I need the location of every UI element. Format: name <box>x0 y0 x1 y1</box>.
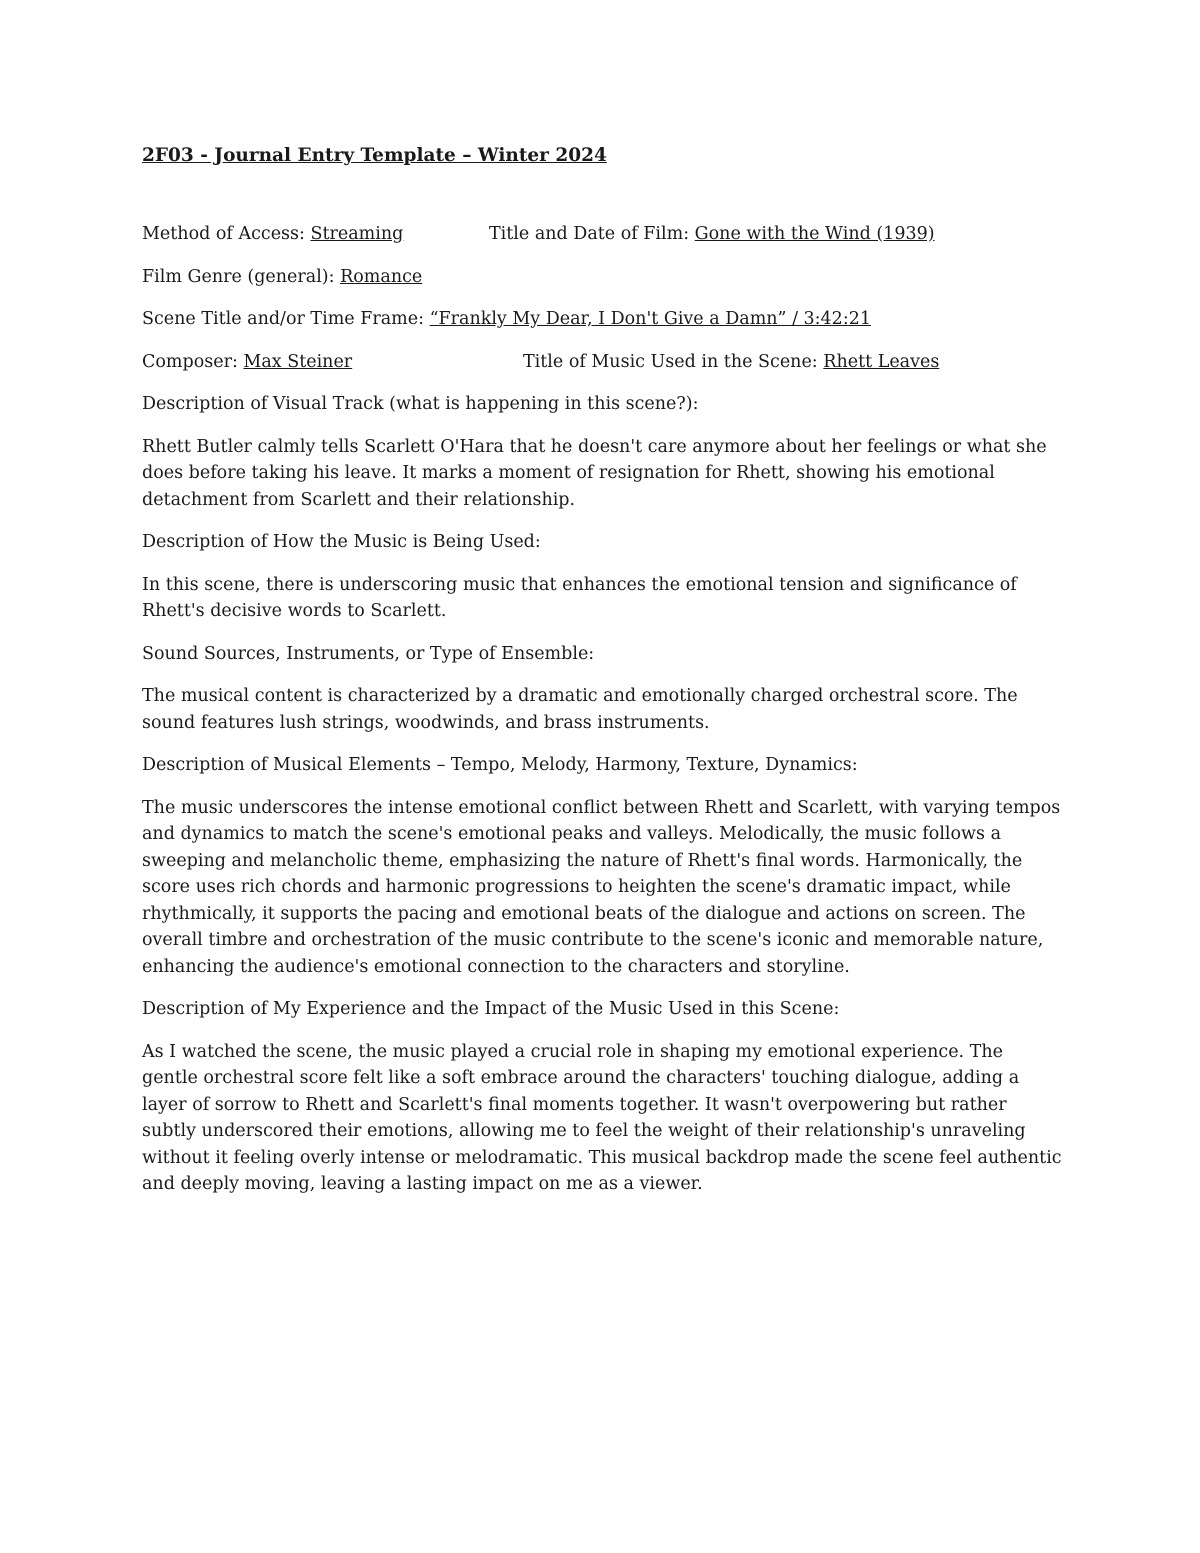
access-value: Streaming <box>310 224 404 244</box>
access-label: Method of Access: <box>142 224 311 244</box>
access-field <box>142 224 403 244</box>
visual-text: Rhett Butler calmly tells Scarlett O'Hara that he doesn't care anymore about her feelings or what she does before taking his leave. It marks a moment of resignation for Rhett, showing his emotional detachment from Scarlett and their relationship. <box>142 436 1047 510</box>
access-film-row <box>142 221 1062 248</box>
genre-value: Romance <box>340 266 423 287</box>
scene-row <box>142 306 1062 333</box>
genre-row <box>142 264 1062 291</box>
music-title-label: Title of Music Used in the Scene: <box>523 351 824 372</box>
music-title-field <box>523 349 939 376</box>
document-title: 2F03 - Journal Entry Template – Winter 2024 <box>142 145 607 166</box>
film-field <box>489 221 935 248</box>
music-use-heading: Description of How the Music is Being Used: <box>142 532 541 552</box>
experience-text: As I watched the scene, the music played a crucial role in shaping my emotional experience. The gentle orchestral score felt like a soft embrace around the characters' touching dialogue, adding a layer of sorrow to Rhett and Scarlett's final moments together. It wasn't overpowering but rather subtly underscored their emotions, allowing me to feel the weight of their relationship's unraveling without it feeling overly intense or melodramatic. This musical backdrop made the scene feel authentic and deeply moving, leaving a lasting impact on me as a viewer. <box>142 1041 1062 1194</box>
sources-text: The musical content is characterized by a dramatic and emotionally charged orchestral score. The sound features lush strings, woodwinds, and brass instruments. <box>142 686 1018 733</box>
sources-heading: Sound Sources, Instruments, or Type of Ensemble: <box>142 643 595 664</box>
document-page <box>142 142 1062 1214</box>
composer-value: Max Steiner <box>243 351 353 372</box>
film-label: Title and Date of Film: <box>489 224 695 244</box>
elements-text: The music underscores the intense emotional conflict between Rhett and Scarlett, with varying tempos and dynamics to match the scene's emotional peaks and valleys. Melodically, the music follows a sweeping and melancholic theme, emphasizing the nature of Rhett's final words. Harmonically, the score uses rich chords and harmonic progressions to heighten the scene's dramatic impact, while rhythmically, it supports the pacing and emotional beats of the dialogue and actions on screen. The overall timbre and orchestration of the music contribute to the scene's iconic and memorable nature, enhancing the audience's emotional connection to the characters and storyline. <box>142 797 1061 977</box>
music-title-value: Rhett Leaves <box>823 351 940 372</box>
scene-label: Scene Title and/or Time Frame: <box>142 309 430 329</box>
music-use-text: In this scene, there is underscoring music that enhances the emotional tension and significance of Rhett's decisive words to Scarlett. <box>142 574 1017 621</box>
composer-label: Composer: <box>142 351 244 372</box>
scene-value: “Frankly My Dear, I Don't Give a Damn” / 3:42:21 <box>429 309 871 329</box>
composer-field <box>142 352 352 372</box>
composer-row <box>142 349 1062 376</box>
elements-heading: Description of Musical Elements – Tempo, Melody, Harmony, Texture, Dynamics: <box>142 755 858 775</box>
film-value: Gone with the Wind (1939) <box>694 224 935 244</box>
experience-heading: Description of My Experience and the Impact of the Music Used in this Scene: <box>142 999 840 1019</box>
genre-label: Film Genre (general): <box>142 266 341 287</box>
visual-heading: Description of Visual Track (what is happening in this scene?): <box>142 394 699 414</box>
